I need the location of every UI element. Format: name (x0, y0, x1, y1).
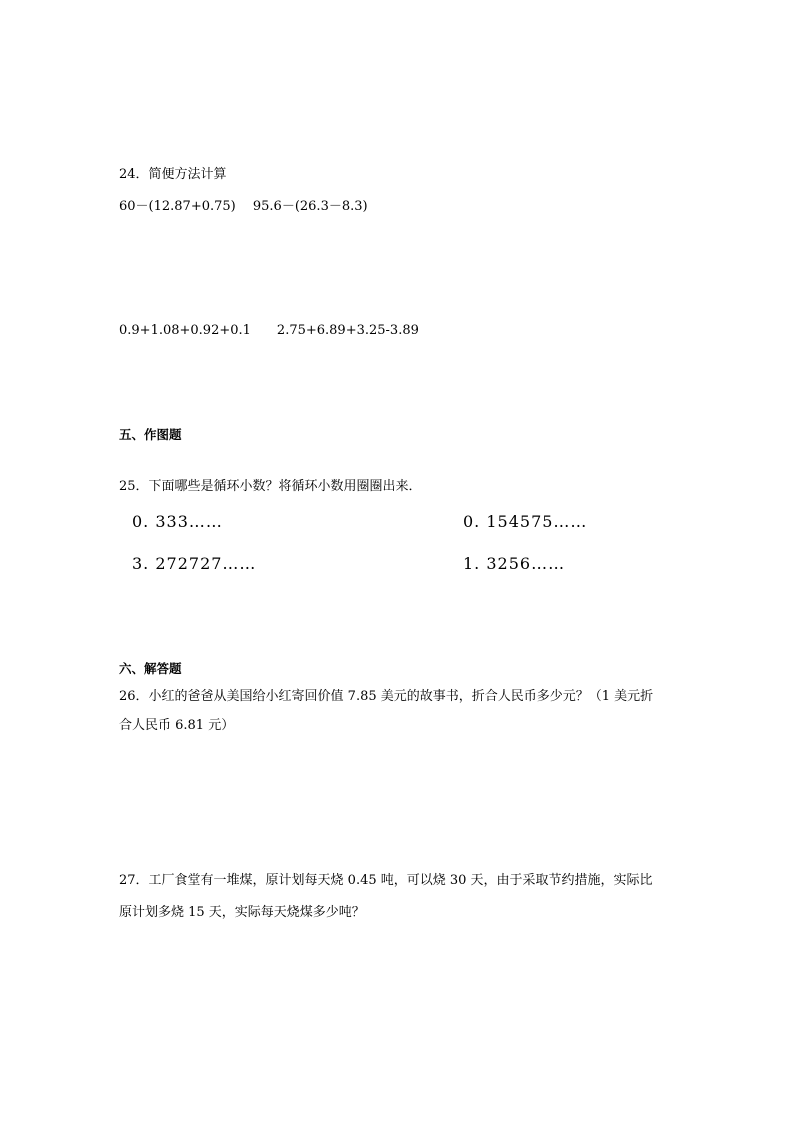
section-5-heading: 五、作图题 (119, 427, 182, 442)
q25-option-b: 0. 154575…… (463, 512, 588, 531)
q25-option-c: 3. 272727…… (132, 554, 257, 573)
q25-option-d: 1. 3256…… (463, 554, 566, 573)
q26-line-1: 26．小红的爸爸从美国给小红寄回价值 7.85 美元的故事书，折合人民币多少元？（1 美元折 (119, 689, 654, 704)
q25-title: 25．下面哪些是循环小数？将循环小数用圈圈出来． (119, 479, 422, 494)
q26-line-2: 合人民币 6.81 元） (119, 718, 235, 733)
q27-line-2: 原计划多烧 15 天，实际每天烧煤多少吨？ (119, 905, 365, 920)
q24-title: 24．简便方法计算 (119, 167, 227, 182)
q27-line-1: 27．工厂食堂有一堆煤，原计划每天烧 0.45 吨，可以烧 30 天，由于采取节约措施，实际比 (119, 873, 653, 888)
q25-option-a: 0. 333…… (132, 512, 223, 531)
q24-expressions-row-2: 0.9+1.08+0.92+0.1 2.75+6.89+3.25-3.89 (119, 323, 419, 338)
q24-expressions-row-1: 60－(12.87+0.75) 95.6－(26.3－8.3) (119, 199, 368, 214)
section-6-heading: 六、解答题 (119, 661, 182, 676)
